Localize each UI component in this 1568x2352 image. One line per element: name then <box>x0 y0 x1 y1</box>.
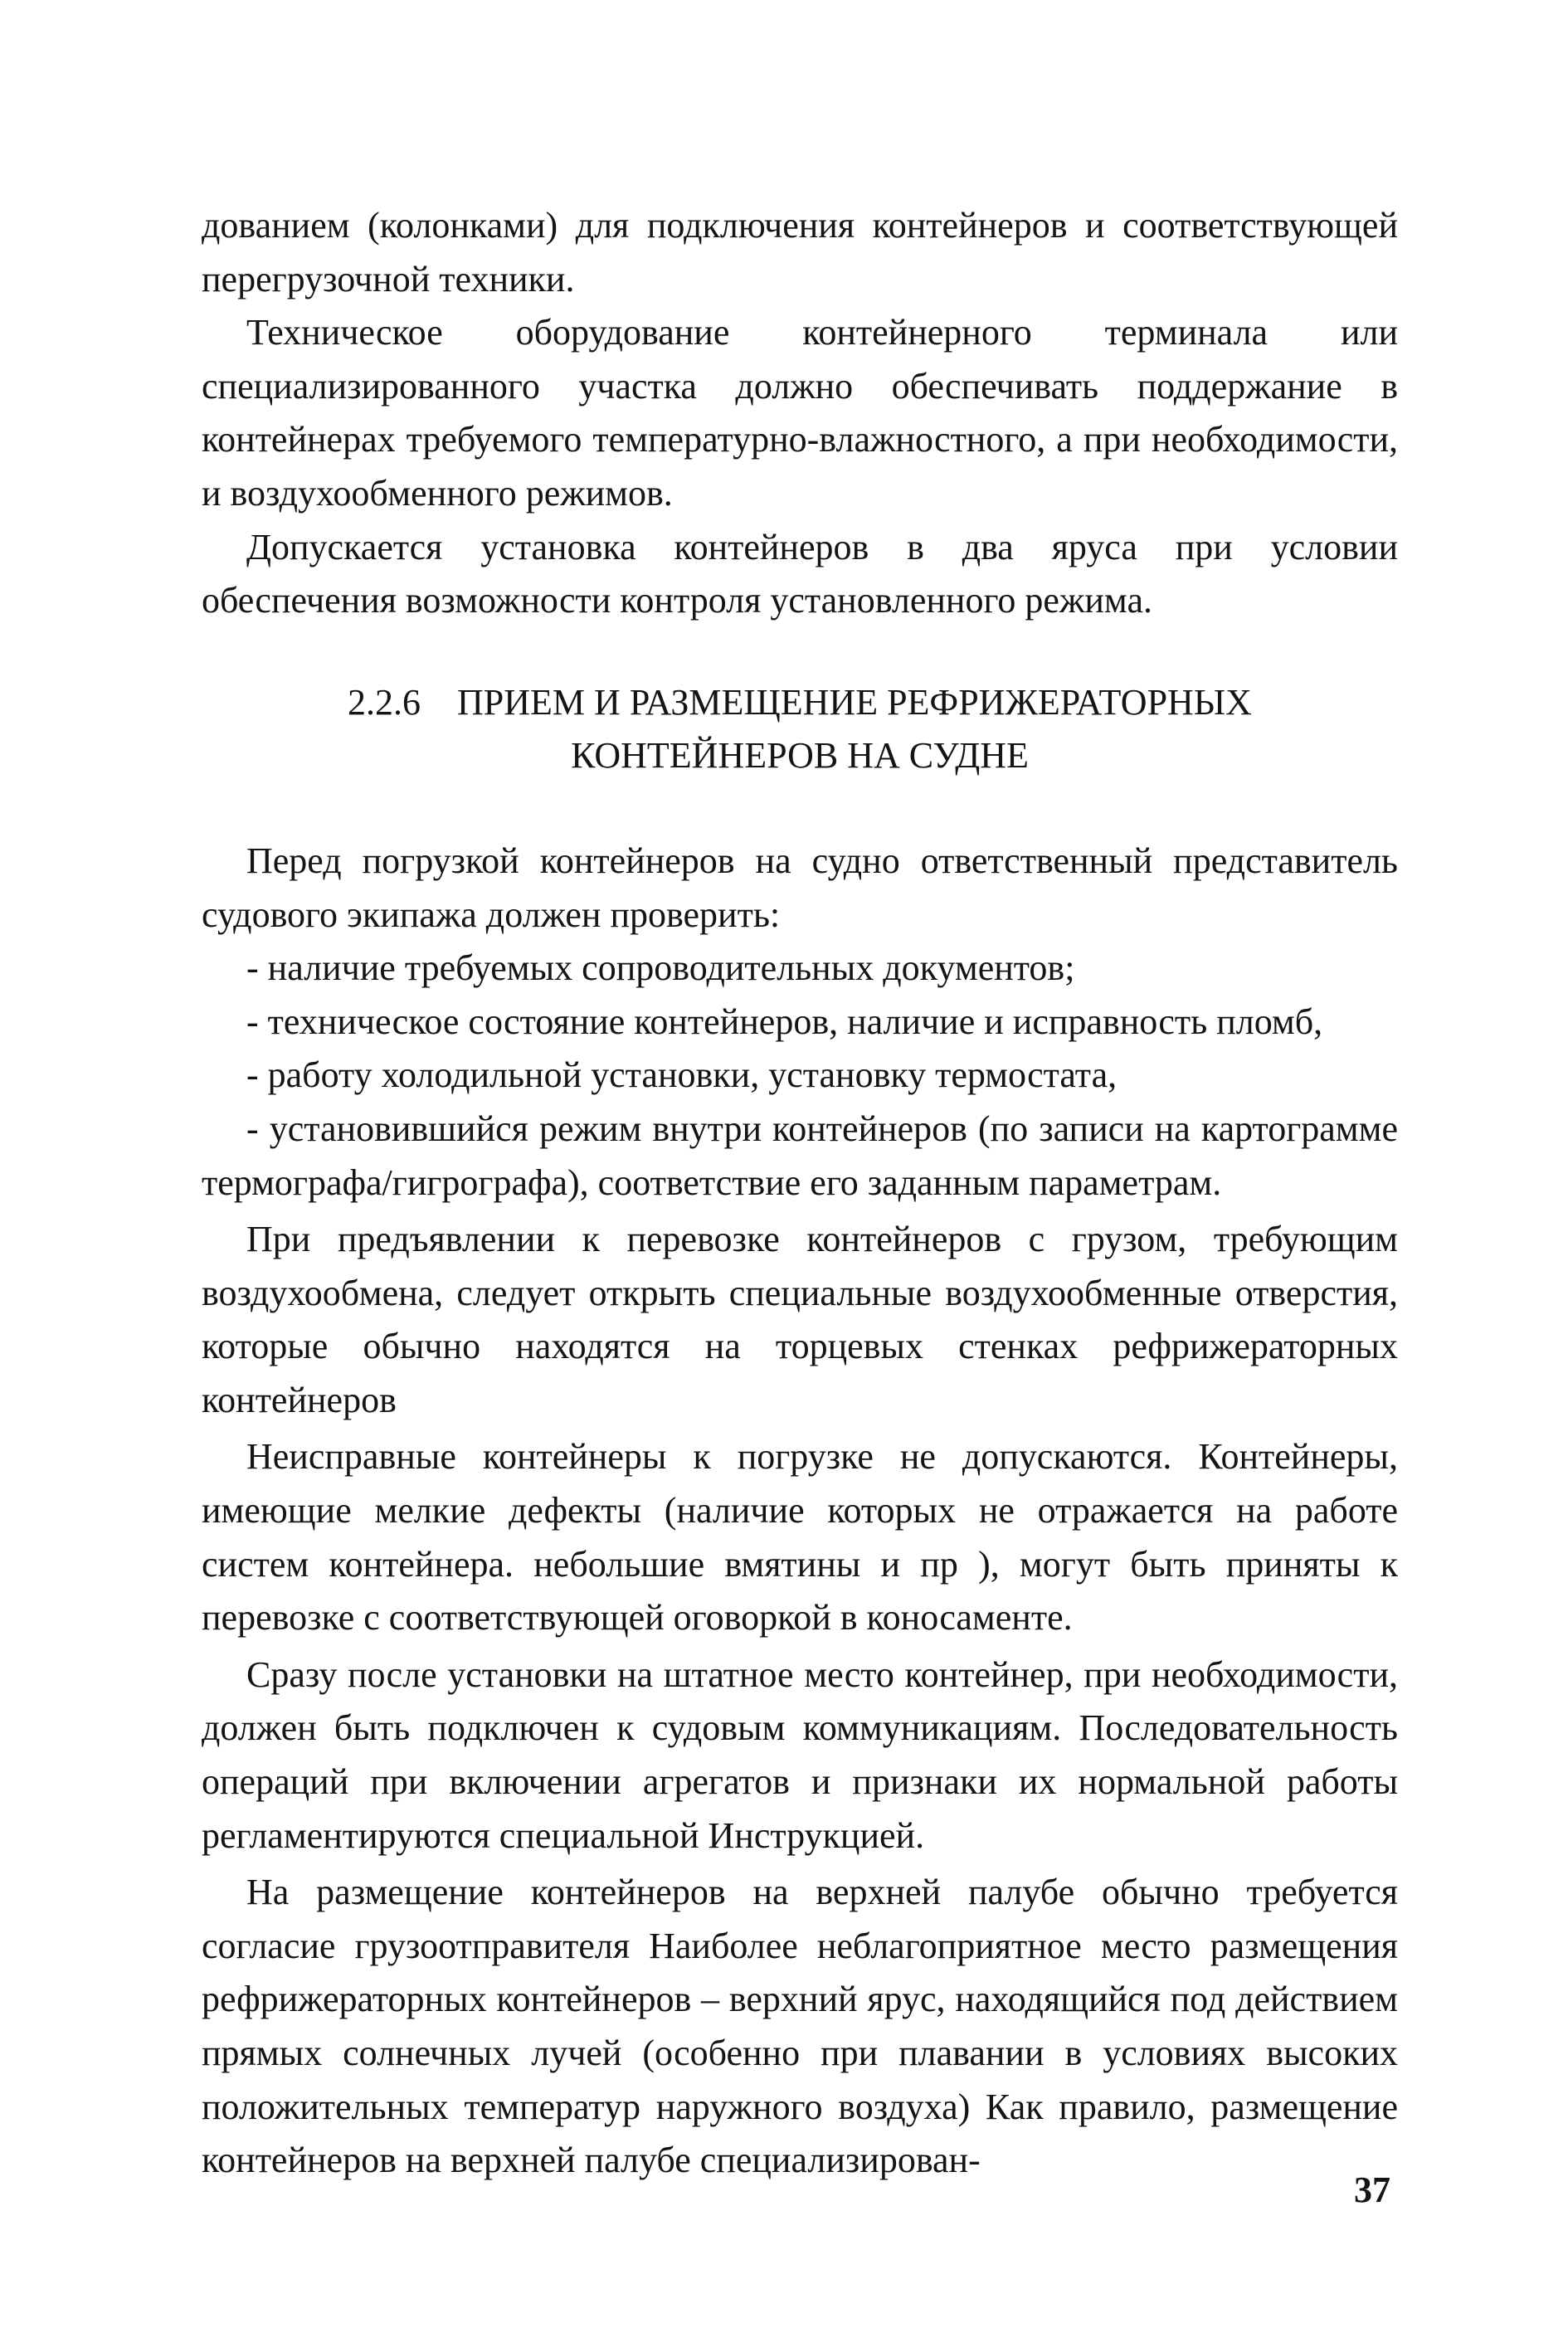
paragraph-two-tiers: Допускается установка контейнеров в два яруса при условии обеспечения возможности контроля установленного режима. <box>202 526 1398 621</box>
page-number: 37 <box>1354 2169 1390 2210</box>
paragraph-technical-equipment: Техническое оборудование контейнерного терминала или специализированного участка должно обеспечивать поддержание в контейнерах требуемого температурно-влажностного, а при необходимости, и воздухообменного режимов. <box>202 312 1398 514</box>
section-heading-line1 <box>202 676 1398 730</box>
checklist-item: - установившийся режим внутри контейнеров (по записи на картограмме термографа/гигрографа), соответствие его заданным параметрам. <box>202 1108 1398 1203</box>
paragraph-continuation: дованием (колонками) для подключения контейнеров и соответствующей перегрузочной техники. <box>202 205 1398 299</box>
paragraph-intro: Перед погрузкой контейнеров на судно ответственный представитель судового экипажа должен проверить: <box>202 840 1398 935</box>
section-title-line2: КОНТЕЙНЕРОВ НА СУДНЕ <box>571 735 1029 777</box>
section-heading <box>202 676 1398 783</box>
paragraph-air-exchange: При предъявлении к перевозке контейнеров с грузом, требующим воздухообмена, следует открыть специальные воздухообменные отверстия, которые обычно находятся на торцевых стенках рефрижераторных контейнеров <box>202 1219 1398 1420</box>
body-text <box>202 199 1398 2188</box>
checklist-item: - работу холодильной установки, установку термостата, <box>246 1054 1118 1096</box>
checklist-item: - наличие требуемых сопроводительных документов; <box>246 947 1075 989</box>
section-number: 2.2.6 <box>348 681 421 723</box>
paragraph-connection: Сразу после установки на штатное место контейнер, при необходимости, должен быть подключен к судовым коммуникациям. Последовательность операций при включении агрегатов и признаки их нормальной работы регламентируются специальной Инструкцией. <box>202 1653 1398 1856</box>
paragraph-faulty-containers: Неисправные контейнеры к погрузке не допускаются. Контейнеры, имеющие мелкие дефекты (наличие которых не отражается на работе систем контейнера. небольшие вмятины и пр ), могут быть приняты к перевозке с соответствующей оговоркой в коносаменте. <box>202 1436 1398 1639</box>
paragraph-deck-placement: На размещение контейнеров на верхней палубе обычно требуется согласие грузоотправителя Наиболее неблагоприятное место размещения рефрижераторных контейнеров – верхний ярус, находящийся под действием прямых солнечных лучей (особенно при плавании в условиях высоких положительных температур наружного воздуха) Как правило, размещение контейнеров на верхней палубе специализирован- <box>202 1872 1398 2181</box>
checklist-item: - техническое состояние контейнеров, наличие и исправность пломб, <box>246 1001 1323 1042</box>
section-title-line1: ПРИЕМ И РАЗМЕЩЕНИЕ РЕФРИЖЕРАТОРНЫХ <box>457 681 1252 723</box>
